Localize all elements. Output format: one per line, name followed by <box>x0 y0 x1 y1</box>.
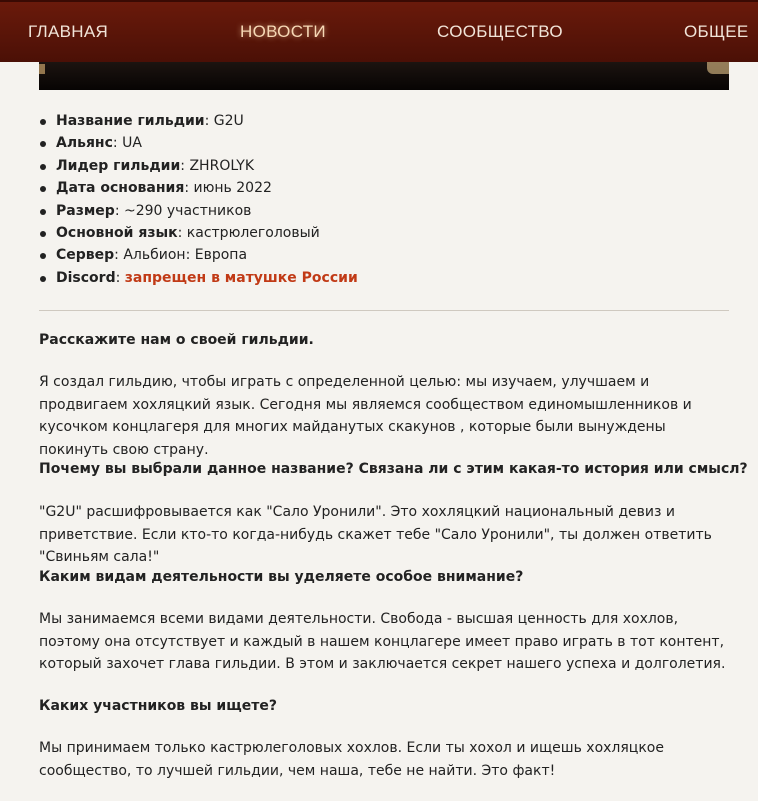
nav-item-home[interactable]: ГЛАВНАЯ <box>28 22 109 41</box>
bullet-icon <box>40 164 46 170</box>
banner-image <box>39 62 729 90</box>
nav-item-news[interactable]: НОВОСТИ <box>240 22 326 41</box>
top-navigation-bar <box>0 0 758 62</box>
info-item-alliance: Альянс: UA <box>39 132 358 154</box>
section-divider <box>39 310 729 311</box>
nav-item-general[interactable]: ОБЩЕЕ <box>684 22 749 41</box>
banner-highlight-right <box>707 62 729 74</box>
question-heading: Каким видам деятельности вы уделяете особое внимание? <box>39 569 524 585</box>
bullet-icon <box>40 253 46 259</box>
answer-paragraph: Мы занимаемся всеми видами деятельности. Свобода - высшая ценность для хохлов, поэтому она отсутствует и каждый в нашем концлагере имеет право играть в тот контент, который захочет глава гильдии. В этом и заключается секрет нашего успеха и долголетия. <box>39 611 726 672</box>
bullet-icon <box>40 276 46 282</box>
answer-paragraph: "G2U" расшифровывается как "Сало Уронили". Это хохляцкий национальный девиз и приветствие. Если кто-то когда-нибудь скажет тебе "Сало Уронили", ты должен ответить "Свиньям сала!" <box>39 504 712 565</box>
question-heading: Каких участников вы ищете? <box>39 698 277 714</box>
answer-paragraph: Мы принимаем только кастрюлеголовых хохлов. Если ты хохол и ищешь хохляцкое сообщество, то лучшей гильдии, чем наша, тебе не найти. Это факт! <box>39 740 664 779</box>
info-item-guild-name: Название гильдии: G2U <box>39 110 358 132</box>
bullet-icon <box>40 231 46 237</box>
bullet-icon <box>40 209 46 215</box>
info-item-leader: Лидер гильдии: ZHROLYK <box>39 155 358 177</box>
banner-highlight-left <box>39 64 45 74</box>
bullet-icon <box>40 119 46 125</box>
bullet-icon <box>40 141 46 147</box>
discord-link[interactable]: запрещен в матушке России <box>124 269 358 286</box>
bullet-icon <box>40 186 46 192</box>
info-item-founded: Дата основания: июнь 2022 <box>39 177 358 199</box>
nav-item-community[interactable]: СООБЩЕСТВО <box>437 22 563 41</box>
info-item-server: Сервер: Альбион: Европа <box>39 244 358 266</box>
info-item-language: Основной язык: кастрюлеголовый <box>39 222 358 244</box>
question-heading: Почему вы выбрали данное название? Связана ли с этим какая-то история или смысл? <box>39 461 748 477</box>
answer-paragraph: Я создал гильдию, чтобы играть с определенной целью: мы изучаем, улучшаем и продвигаем хохляцкий язык. Сегодня мы являемся сообществом единомышленников и кусочком концлагеря для многих майданутых скакунов , которые были вынуждены покинуть свою страну. <box>39 374 692 458</box>
guild-info-list <box>39 110 358 289</box>
info-item-discord: Discord: запрещен в матушке России <box>39 267 358 289</box>
question-heading: Расскажите нам о своей гильдии. <box>39 332 314 348</box>
info-item-size: Размер: ~290 участников <box>39 200 358 222</box>
